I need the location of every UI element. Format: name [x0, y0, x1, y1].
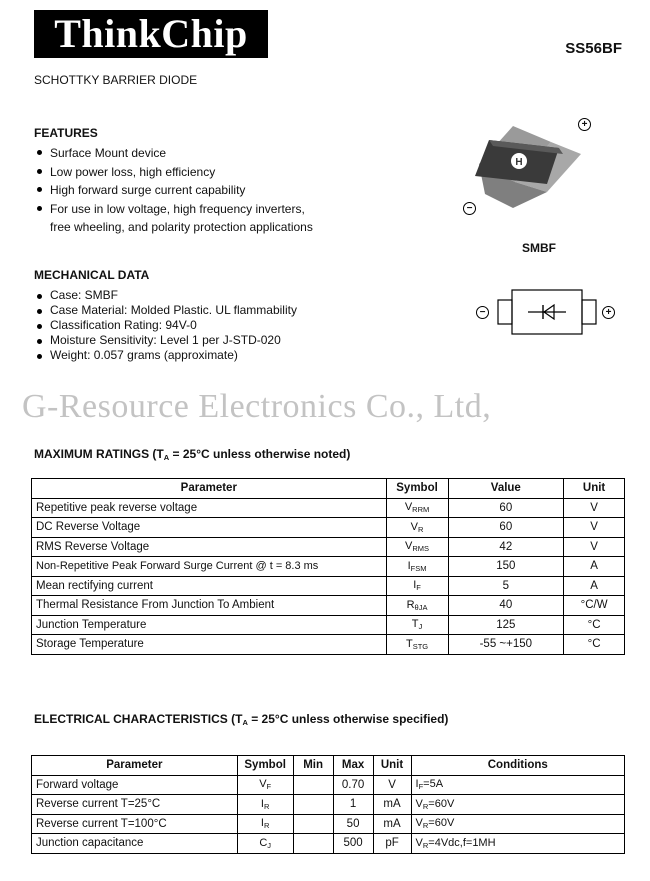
plus-terminal-icon: +: [578, 118, 591, 131]
features-item: For use in low voltage, high frequency inverters,: [34, 200, 313, 219]
max-ratings-heading: MAXIMUM RATINGS ($T_A = 25^\circ C$ unless otherwise noted): [34, 447, 351, 462]
plus-terminal-icon: +: [602, 306, 615, 319]
brand-logo: ThinkChip: [34, 10, 268, 58]
table-header-row: Parameter Symbol Value Unit: [32, 479, 625, 499]
table-row: Repetitive peak reverse voltage $V_{RRM}$ 60 V: [32, 498, 625, 518]
features-item: High forward surge current capability: [34, 181, 313, 200]
table-row: Reverse current T=100°C $I_R$ 50 mA $V_R=60V$: [32, 814, 625, 834]
table-row: Reverse current T=25°C $I_R$ 1 mA $V_R=60V$: [32, 795, 625, 815]
table-row: Non-Repetitive Peak Forward Surge Current @ t = 8.3 ms $I_{FSM}$ 150 A: [32, 557, 625, 577]
package-label: SMBF: [522, 241, 556, 255]
table-row: Storage Temperature $T_{STG}$ -55 ~+150 °C: [32, 635, 625, 655]
table-row: RMS Reverse Voltage $V_{RMS}$ 42 V: [32, 537, 625, 557]
mechanical-item: Moisture Sensitivity: Level 1 per J-STD-020: [34, 333, 297, 348]
table-row: Mean rectifying current $I_F$ 5 A: [32, 576, 625, 596]
table-row: Forward voltage $V_F$ 0.70 V $I_F=5A$: [32, 775, 625, 795]
table-header-row: Parameter Symbol Min Max Unit Conditions: [32, 756, 625, 776]
mechanical-heading: MECHANICAL DATA: [34, 268, 150, 282]
mechanical-item: Case: SMBF: [34, 288, 297, 303]
mechanical-item: Weight: 0.057 grams (approximate): [34, 348, 297, 363]
watermark-text: G-Resource Electronics Co., Ltd,: [22, 388, 492, 425]
mechanical-list: [34, 288, 297, 363]
part-number: SS56BF: [565, 40, 622, 57]
document-subtitle: SCHOTTKY BARRIER DIODE: [34, 73, 198, 87]
electrical-table: [31, 755, 625, 854]
electrical-heading: ELECTRICAL CHARACTERISTICS ($T_A = 25^\circ C$ unless otherwise specified): [34, 712, 449, 727]
mechanical-item: Case Material: Molded Plastic. UL flammability: [34, 303, 297, 318]
features-heading: FEATURES: [34, 126, 98, 140]
mechanical-item: Classification Rating: 94V-0: [34, 318, 297, 333]
max-ratings-table: [31, 478, 625, 655]
diode-symbol-icon: [492, 286, 602, 338]
table-row: Junction Temperature $T_J$ 125 °C: [32, 615, 625, 635]
features-list: [34, 144, 313, 237]
table-row: DC Reverse Voltage $V_R$ 60 V: [32, 518, 625, 538]
minus-terminal-icon: −: [463, 202, 476, 215]
table-row: Junction capacitance $C_J$ 500 pF $V_R=4Vdc,f=1MH$: [32, 834, 625, 854]
features-item: Low power loss, high efficiency: [34, 163, 313, 182]
svg-text:H: H: [515, 157, 523, 168]
features-item: free wheeling, and polarity protection applications: [50, 220, 313, 234]
minus-terminal-icon: −: [476, 306, 489, 319]
table-row: Thermal Resistance From Junction To Ambient $R_{\theta JA}$ 40 °C/W: [32, 596, 625, 616]
features-item: Surface Mount device: [34, 144, 313, 163]
